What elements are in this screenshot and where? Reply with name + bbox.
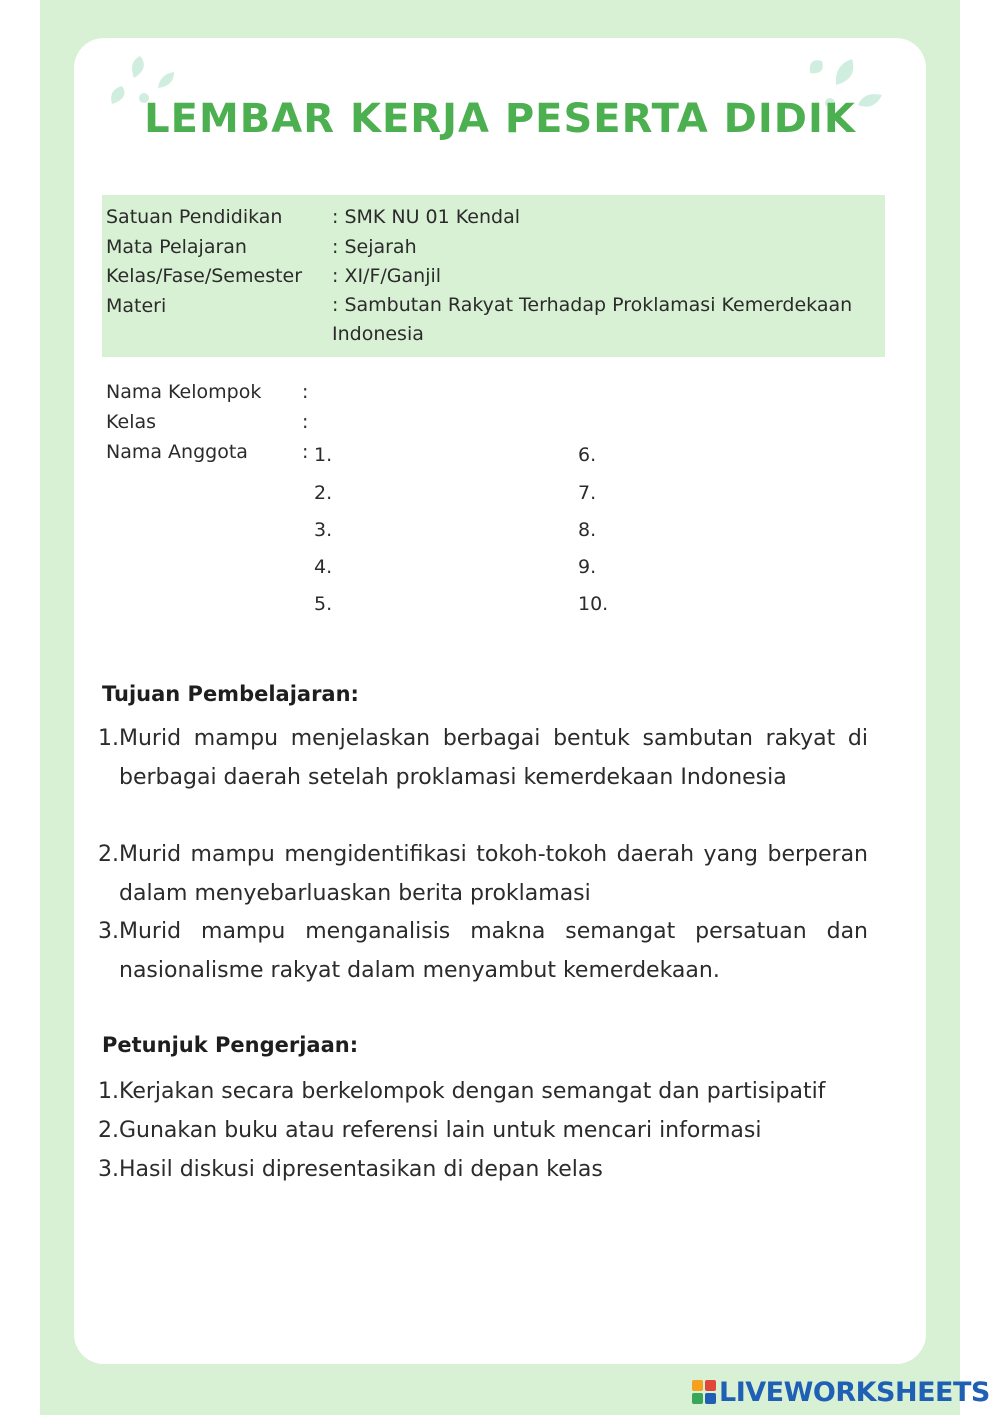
list-text: Murid mampu menjelaskan berbagai bentuk sambutan rakyat di berbagai daerah setelah proklamasi kemerdekaan Indonesia: [119, 726, 868, 790]
list-number: 1.: [98, 726, 119, 751]
list-text: Gunakan buku atau referensi lain untuk mencari informasi: [119, 1118, 762, 1143]
member-number: 3.: [314, 519, 333, 541]
list-number: 3.: [98, 1157, 119, 1182]
liveworksheets-brand: LIVEWORKSHEETS: [719, 1376, 990, 1408]
list-number: 2.: [98, 842, 119, 867]
info-value: : Sejarah: [332, 236, 417, 258]
liveworksheets-logo[interactable]: [692, 1375, 990, 1409]
list-text: Murid mampu menganalisis makna semangat persatuan dan nasionalisme rakyat dalam menyambut kemerdekaan.: [119, 919, 868, 983]
member-number: 9.: [578, 556, 597, 578]
group-class-label: Kelas: [106, 411, 157, 433]
member-number: 8.: [578, 519, 597, 541]
member-number: 5.: [314, 593, 333, 615]
info-label: Satuan Pendidikan: [106, 206, 283, 228]
colon: :: [302, 381, 309, 403]
info-label: Materi: [106, 295, 167, 317]
list-text: Hasil diskusi dipresentasikan di depan kelas: [119, 1157, 603, 1182]
liveworksheets-grid-icon: [692, 1380, 716, 1404]
info-label: Kelas/Fase/Semester: [106, 265, 303, 287]
info-value: : SMK NU 01 Kendal: [332, 206, 520, 228]
worksheet-title: LEMBAR KERJA PESERTA DIDIK: [144, 96, 856, 142]
list-number: 1.: [98, 1079, 119, 1104]
group-members-label: Nama Anggota: [106, 441, 248, 463]
member-number: 2.: [314, 482, 333, 504]
list-number: 2.: [98, 1118, 119, 1143]
objectives-title: Tujuan Pembelajaran:: [102, 682, 359, 706]
member-number: 7.: [578, 482, 597, 504]
instructions-title: Petunjuk Pengerjaan:: [102, 1033, 359, 1057]
info-value: : Sambutan Rakyat Terhadap Proklamasi Kemerdekaan Indonesia: [332, 294, 853, 345]
member-number: 10.: [578, 593, 609, 615]
colon: :: [302, 411, 309, 433]
group-name-label: Nama Kelompok: [106, 381, 262, 403]
list-text: Kerjakan secara berkelompok dengan semangat dan partisipatif: [119, 1079, 826, 1104]
list-text: Murid mampu mengidentifikasi tokoh-tokoh daerah yang berperan dalam menyebarluaskan berita proklamasi: [119, 842, 868, 906]
info-value: : XI/F/Ganjil: [332, 265, 442, 287]
member-number: 4.: [314, 556, 333, 578]
info-label: Mata Pelajaran: [106, 236, 247, 258]
colon: :: [302, 441, 309, 463]
member-number: 1.: [314, 444, 333, 466]
member-number: 6.: [578, 444, 597, 466]
list-number: 3.: [98, 919, 119, 944]
